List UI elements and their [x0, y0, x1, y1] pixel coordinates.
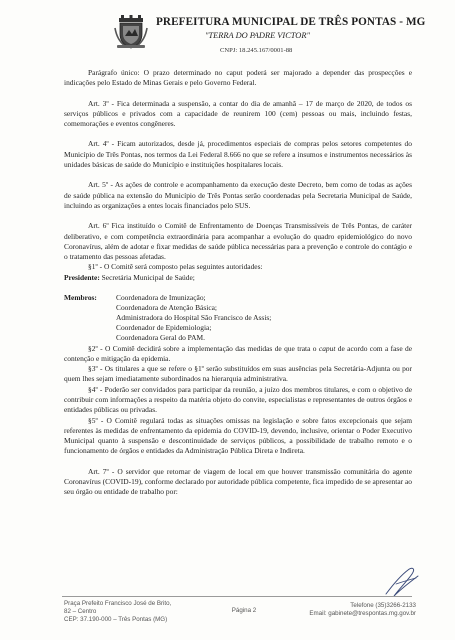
- handwritten-signature: [382, 564, 422, 600]
- paragraph-1: §1º - O Comitê será composto pelas seguintes autoridades:: [88, 262, 263, 272]
- article-7: Art. 7º - O servidor que retornar de viagem de local em que houver transmissão comunitária do agente Coronavírus (COVID-19), conforme declarado por autoridade pública competente, fica impedido de se apresentar ao seu órgão ou entidade de trabalho por:: [64, 466, 412, 497]
- member-item: Coordenadora Geral do PAM.: [116, 333, 205, 343]
- members-list: [64, 293, 412, 343]
- letterhead: [0, 12, 455, 64]
- president-label: Presidente:: [64, 272, 100, 282]
- president-line: [64, 273, 412, 283]
- footer-email: Email: gabinete@trespontas.mg.gov.br: [309, 610, 416, 618]
- article-6: Art. 6º Fica instituído o Comitê de Enfrentamento de Doenças Transmissíveis de Três Pontas, de caráter deliberativo, e com competência extraordinária para acompanhar a evolução do quadro epidemiológico do novo Coronavírus, além de adotar e fixar medidas de saúde pública necessárias para a prevenção e controle do contágio e o tratamento das pessoas afetadas.: [64, 221, 412, 262]
- document-body: [64, 68, 412, 508]
- paragraph-3: §3º - Os titulares a que se refere o §1º serão substituídos em suas ausências pela Secretária-Adjunta ou por quem lhes sejam imediatamente subordinados na hierarquia administrativa.: [64, 364, 412, 384]
- footer-address: Praça Prefeito Francisco José de Brito, 82 – Centro CEP: 37.190-000 – Três Pontas (MG): [64, 600, 172, 624]
- municipal-coat-of-arms-icon: [113, 14, 149, 50]
- member-item: Coordenadora de Atenção Básica;: [116, 303, 217, 313]
- president-value: Secretária Municipal de Saúde;: [101, 272, 195, 282]
- page-number: Página 2: [231, 607, 257, 614]
- member-item: Membros: Coordenadora de Imunização;: [64, 293, 206, 303]
- article-3: Art. 3º - Fica determinada a suspensão, a contar do dia de amanhã – 17 de março de 2020, de todos os serviços públicos e privados com a capacidade de reunirem 100 (cem) pessoas ou mais, incluindo festas, comemorações e eventos congêneres.: [64, 98, 412, 129]
- letterhead-title: PREFEITURA MUNICIPAL DE TRÊS PONTAS - MG: [156, 16, 426, 28]
- paragraph-2: §2º - O Comitê decidirá sobre a implementação das medidas de que trata o caput de acordo com a fase de contenção e mitigação da epidemia.: [64, 343, 413, 363]
- footer-divider: [62, 596, 412, 597]
- letterhead-cnpj: CNPJ: 18.245.167/0001-88: [220, 47, 293, 54]
- members-label: Membros:: [64, 293, 97, 303]
- paragraph-5: §5º - O Comitê regulará todas as situações omissas na legislação e sobre fatos excepcionais que sejam referentes às medidas de enfrentamento da epidemia do COVID-19, devendo, inclusive, orientar o Poder Executivo Municipal quanto à suspensão e descontinuidade de serviços públicos, a possibilidade de trabalho remoto e o funcionamento de órgãos e entidades da Administração Pública Direta e Indireta.: [64, 415, 412, 456]
- member-item: Administradora do Hospital São Francisco de Assis;: [116, 313, 272, 323]
- footer-phone: Telefone (35)3266-2133: [350, 602, 416, 609]
- article-4: Art. 4º - Ficam autorizados, desde já, procedimentos especiais de compras pelos setores competentes do Município de Três Pontas, nos termos da Lei Federal 8.666 no que se refere a insumos e instrumentos necessários às unidades básicas de saúde do Município e instituições hospitalares locais.: [64, 139, 412, 170]
- member-item: Coordenador de Epidemiologia;: [116, 323, 212, 333]
- paragraph-4: §4º - Poderão ser convidados para participar da reunião, a juízo dos membros titulares, e com o objetivo de contribuir com informações a respeito da matéria objeto do convite, especialistas e representantes de outros órgãos e entidades públicas ou privadas.: [64, 384, 412, 415]
- footer-contact: [266, 602, 416, 618]
- paragraph-unique: Parágrafo único: O prazo determinado no caput poderá ser majorado a depender das prospecções e indicações pelo Estado de Minas Gerais e pelo Governo Federal.: [64, 68, 412, 88]
- article-5: Art. 5º - As ações de controle e acompanhamento da execução deste Decreto, bem como de todas as ações de saúde pública na extensão do Município de Três Pontas serão coordenadas pela Secretaria Municipal de Saúde, incluindo as organizações a entes locais financiados pelo SUS.: [64, 180, 412, 210]
- caput-term: caput: [318, 343, 336, 353]
- letterhead-motto: "TERRA DO PADRE VICTOR": [205, 31, 310, 40]
